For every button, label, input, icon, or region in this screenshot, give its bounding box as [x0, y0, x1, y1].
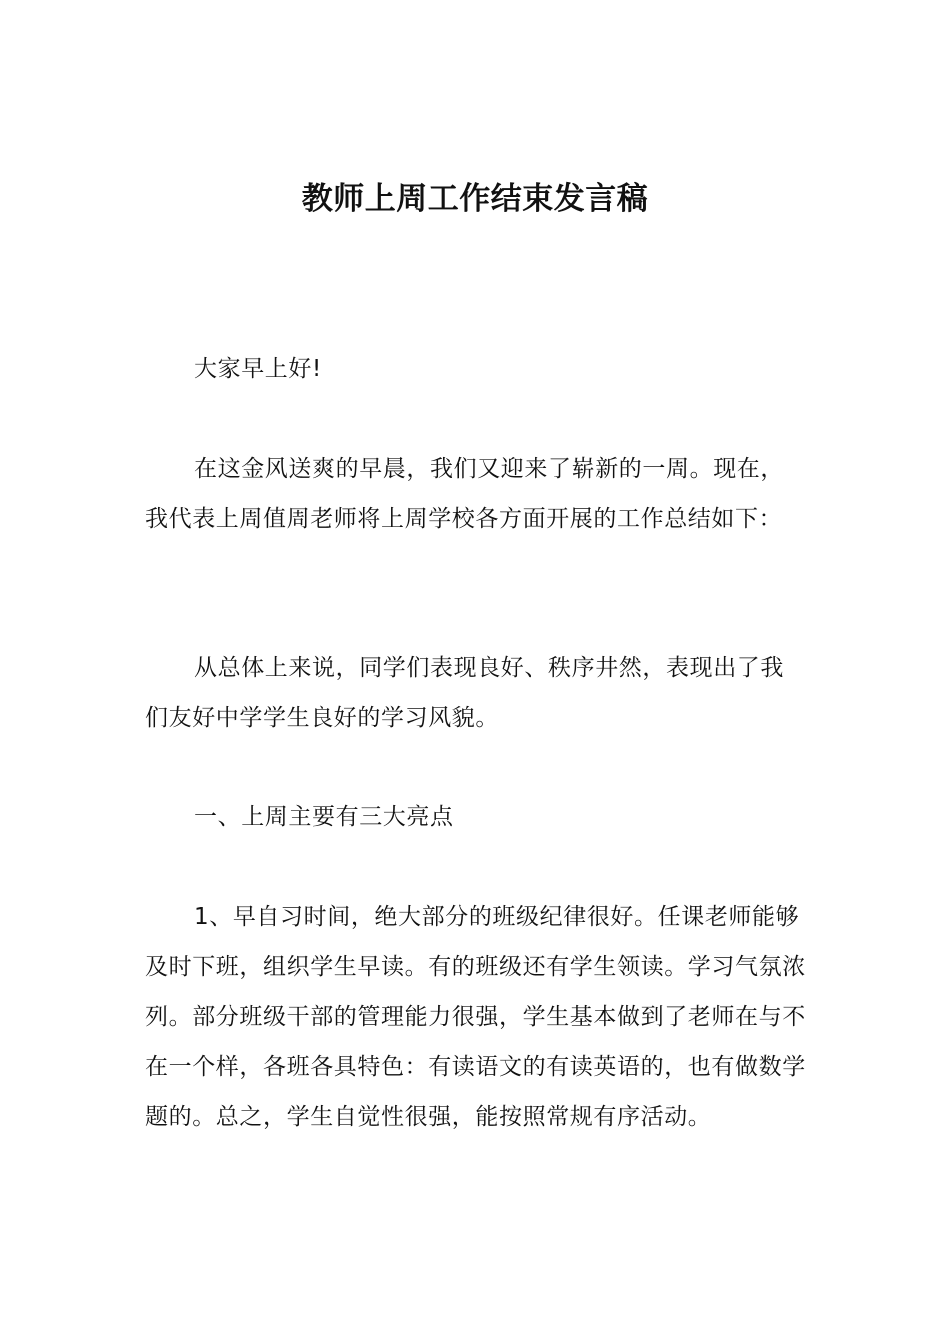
highlight-item-1-paragraph: 1、早自习时间，绝大部分的班级纪律很好。任课老师能够及时下班，组织学生早读。有的班级还有学生领读。学习气氛浓列。部分班级干部的管理能力很强，学生基本做到了老师在与不在一个样，各班各具特色：有读语文的有读英语的，也有做数学题的。总之，学生自觉性很强，能按照常规有序活动。 — [145, 904, 806, 1130]
document-title: 教师上周工作结束发言稿 — [301, 180, 649, 217]
intro-paragraph: 在这金风送爽的早晨，我们又迎来了崭新的一周。现在，我代表上周值周老师将上周学校各方面开展的工作总结如下： — [145, 456, 784, 532]
greeting-paragraph: 大家早上好! — [194, 356, 322, 382]
overall-summary-paragraph: 从总体上来说，同学们表现良好、秩序井然，表现出了我们友好中学学生良好的学习风貌。 — [145, 655, 784, 731]
section-heading: 一、上周主要有三大亮点 — [194, 804, 454, 830]
